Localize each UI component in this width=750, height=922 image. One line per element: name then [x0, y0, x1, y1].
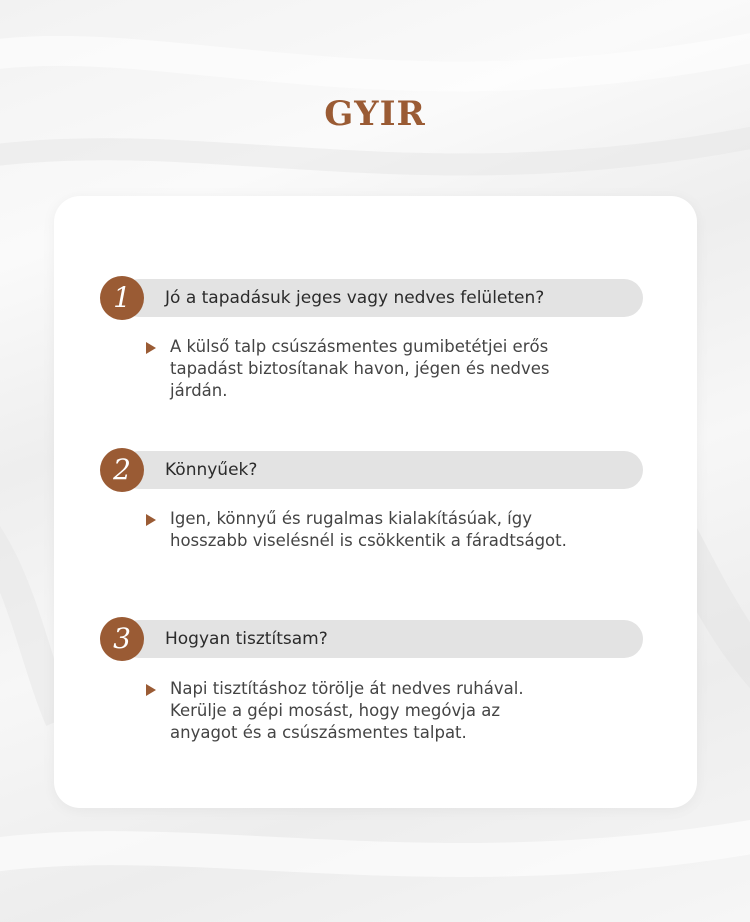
- question-number-badge: 1: [100, 276, 144, 320]
- question-number-badge: 3: [100, 617, 144, 661]
- question-text: Jó a tapadásuk jeges vagy nedves felületen?: [165, 288, 545, 308]
- arrow-right-icon: [146, 342, 156, 354]
- question-number-badge: 2: [100, 448, 144, 492]
- answer-text: A külső talp csúszásmentes gumibetétjei erős tapadást biztosítanak havon, jégen és nedves járdán.: [170, 337, 550, 400]
- faq-card: [54, 196, 697, 808]
- arrow-right-icon: [146, 514, 156, 526]
- answer-text: Igen, könnyű és rugalmas kialakításúak, így hosszabb viselésnél is csökkentik a fáradtságot.: [170, 509, 567, 550]
- question-text: Hogyan tisztítsam?: [165, 629, 328, 649]
- arrow-right-icon: [146, 684, 156, 696]
- brand-logo: GYIR: [324, 94, 426, 134]
- question-text: Könnyűek?: [165, 460, 258, 480]
- answer-text: Napi tisztításhoz törölje át nedves ruhával. Kerülje a gépi mosást, hogy megóvja az anyagot és a csúszásmentes talpat.: [170, 679, 524, 742]
